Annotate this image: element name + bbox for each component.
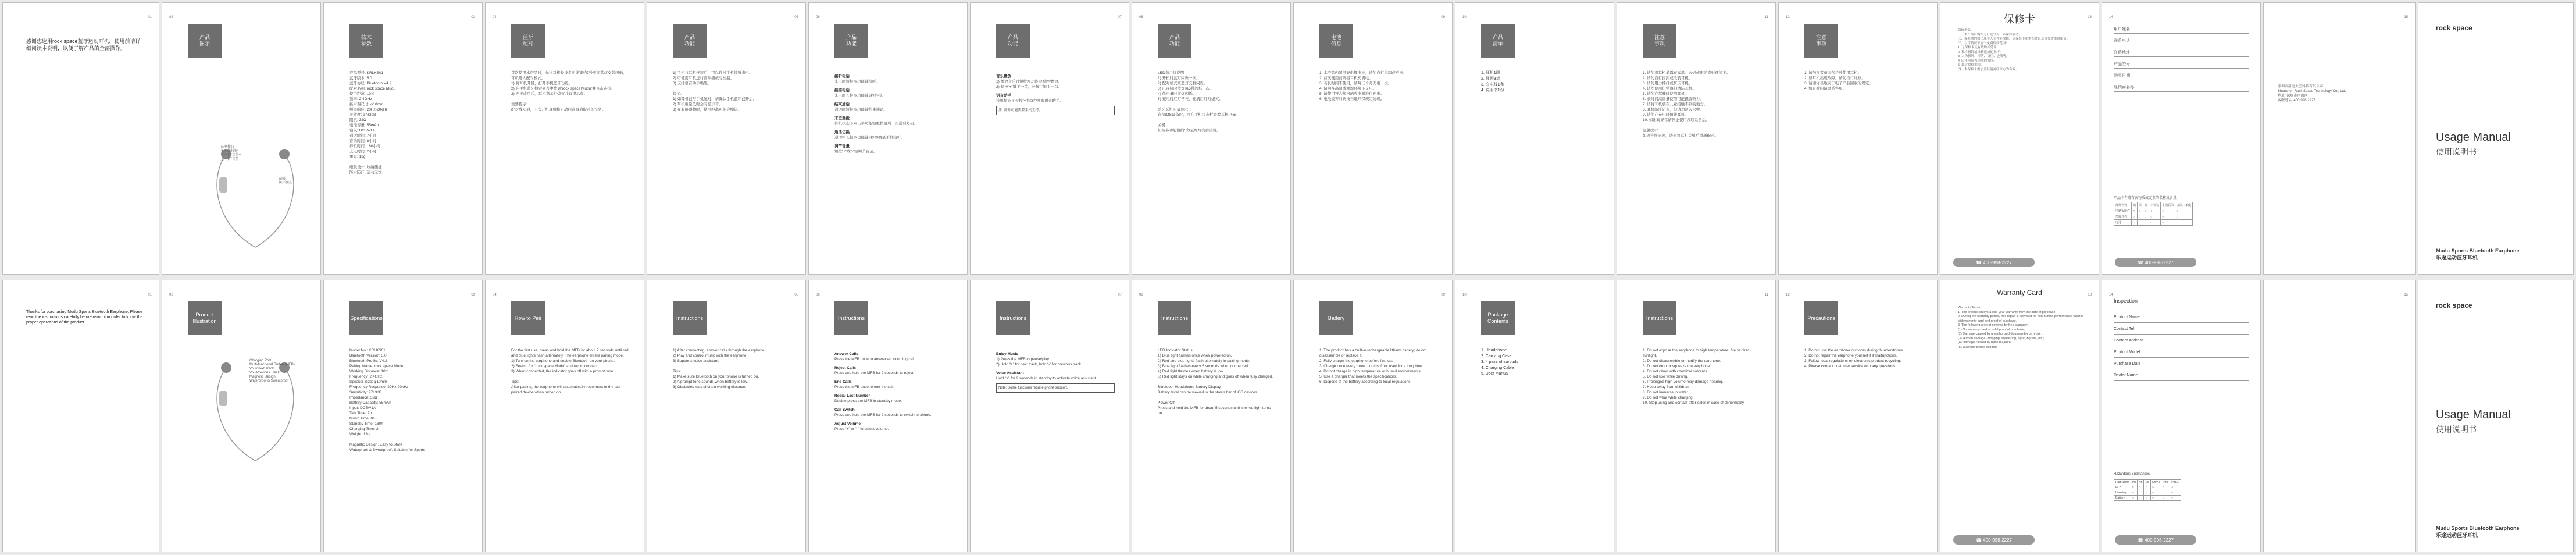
- table-row: [2114, 214, 2193, 220]
- section-body: 来电时短按多功能键接听。: [834, 80, 880, 84]
- table-header: Hg: [2138, 480, 2144, 485]
- table-cell: Housing: [2114, 490, 2131, 496]
- panel-package-cn: [1455, 2, 1614, 275]
- form-label: 联系电话: [2114, 39, 2130, 43]
- section-title-box: [673, 24, 707, 58]
- table-cell: Battery: [2114, 496, 2131, 501]
- table-cell: ○: [2150, 490, 2161, 496]
- hotline-number: 400-998-2227: [2145, 259, 2174, 265]
- panel-warranty-en: [1940, 280, 2099, 552]
- functions-sections: [996, 348, 1115, 393]
- page-number: 04: [493, 16, 497, 19]
- section-title-box: [1643, 24, 1676, 58]
- form-label: 产品型号: [2114, 62, 2130, 66]
- section-body: Double press the MFB in standby mode.: [834, 399, 902, 403]
- form-line: [2114, 91, 2249, 92]
- form-label: Purchase Date: [2114, 362, 2141, 366]
- table-header: Pb: [2131, 480, 2137, 485]
- manual-title-en: Usage Manual: [2436, 131, 2511, 144]
- section-body: Press “+” or “-” to adjust volume.: [834, 427, 889, 431]
- table-header: PBDE: [2170, 480, 2181, 485]
- panel-intro-cn: [2, 2, 159, 275]
- table-cell: ○: [2170, 496, 2181, 501]
- table-row: [2114, 220, 2193, 226]
- panel-specs-en: [323, 280, 483, 552]
- table-cell: ○: [2143, 208, 2149, 214]
- section-title-box: [188, 301, 222, 335]
- table-cell: ○: [2150, 496, 2161, 501]
- panel-battery-cn: [1293, 2, 1453, 275]
- page-number: 05: [794, 293, 798, 297]
- table-header: 多溴联苯: [2161, 202, 2175, 208]
- form-line: [2114, 380, 2249, 381]
- section-body: Press the MFB once to answer an incoming call.: [834, 357, 916, 361]
- hotline-number: 400-998-2227: [2145, 537, 2174, 543]
- section-body: 通话中长按多功能键2秒切换至手机接听。: [834, 136, 905, 140]
- section-heading: 拒接电话: [834, 88, 850, 92]
- section-heading: Answer Calls: [834, 352, 858, 356]
- section-title: Product Illustration: [192, 312, 217, 324]
- page-number: 10: [1462, 293, 1467, 297]
- section-title-box: [1319, 301, 1353, 335]
- page-number: 12: [1786, 293, 1790, 297]
- table-cell: ○: [2144, 485, 2150, 490]
- panel-led-en: [1132, 280, 1291, 552]
- section-title: Instructions: [1646, 315, 1674, 321]
- section-heading: 通话切换: [834, 130, 850, 134]
- table-cell: ○: [2161, 220, 2175, 226]
- page-number: 15: [2404, 16, 2408, 19]
- hotline-bar: [2115, 535, 2196, 545]
- package-list: 1. Headphone 2. Carrying Case 3. 4 pairs of earbuds 4. Charging Cable 5. User Manual: [1481, 348, 1518, 376]
- functions-text: 1) 手机与耳机连接后，可以通过手机接听来电。 2) 可使用耳机进行音乐播放与控制。 3) 支持语音助手唤醒。 提示: 1) 如耳机已与手机配对，请确认手机蓝牙已开启。 2) 耳机电量低时会有提示音。 3) 在有障碍物时，使用距离可能会缩短。: [673, 71, 757, 112]
- table-cell: ×: [2132, 208, 2138, 214]
- table-header: 部件名称: [2114, 202, 2132, 208]
- section-title-box: [1158, 24, 1191, 58]
- table-cell: ○: [2175, 220, 2193, 226]
- form-label: 经销商名称: [2114, 86, 2134, 90]
- panel-form-cn: [2102, 2, 2261, 275]
- section-title-box: [1481, 24, 1515, 58]
- page-number: 15: [2404, 293, 2408, 297]
- section-title: 产品 清单: [1492, 34, 1503, 47]
- section-title: Instructions: [676, 315, 704, 321]
- section-body: 待机状态下双击多功能键重拨最后一次通话号码。: [834, 122, 918, 126]
- table-header: Cr(VI): [2150, 480, 2161, 485]
- page-number: 12: [1786, 16, 1790, 19]
- section-heading: 音乐播放: [996, 74, 1011, 79]
- section-heading: 接听电话: [834, 74, 850, 79]
- table-title: 产品中有毒有害物质或元素的名称及含量: [2114, 197, 2177, 200]
- page-number: 06: [816, 293, 820, 297]
- section-body: Press and hold the MFB for 2 seconds to reject.: [834, 371, 915, 375]
- page-number: 08: [1139, 16, 1143, 19]
- form-line: [2114, 334, 2249, 335]
- table-header: 多溴二苯醚: [2175, 202, 2193, 208]
- section-body: Press and hold the MFB for 2 seconds to switch to phone.: [834, 413, 932, 417]
- section-title: Instructions: [999, 315, 1027, 321]
- section-title-box: [1643, 301, 1676, 335]
- section-title: Package Contents: [1487, 312, 1509, 324]
- pairing-text: For the first use, press and hold the MFB for about 7 seconds until red and blue lights flash alternately. The earphone enters pairing mode. 1) Turn on the earphone and enable Bluetooth on your phone. 2) Search for “rock space Mudu” and tap to connect. 3) When connected, the indicator goes off with a prompt tone. Tips: After pairing, the earphone will automatically reconnect to the last paired device when turned on.: [511, 348, 629, 394]
- panel-warranty-cn: [1940, 2, 2099, 275]
- section-title-box: [1319, 24, 1353, 58]
- table-cell: ○: [2138, 220, 2143, 226]
- table-cell: ○: [2170, 485, 2181, 490]
- section-heading: 调节音量: [834, 144, 850, 148]
- page-number: 11: [1764, 16, 1768, 19]
- table-cell: ×: [2131, 485, 2137, 490]
- table-header: Part Name: [2114, 480, 2131, 485]
- panel-precautions1-cn: [1617, 2, 1776, 275]
- package-list: 1. 耳机1副 2. 耳帽3对 3. 充电线1条 4. 说明书1份: [1481, 71, 1504, 92]
- table-cell: ○: [2131, 490, 2137, 496]
- intro-text: 感谢您选用rock space蓝牙运动耳机，使用前请详细阅读本说明，以便了解产品的全部操作。: [26, 38, 141, 51]
- panel-company-cn: [2263, 2, 2416, 275]
- section-title-box: [349, 301, 383, 335]
- page-number: 13: [2088, 293, 2092, 297]
- table-row: [2114, 485, 2181, 490]
- table-cell: ○: [2144, 496, 2150, 501]
- functions-sections: [996, 70, 1115, 115]
- battery-text: 1. 本产品内置可充电锂电池，请勿自行拆卸或更换。 2. 首次使用前请将耳机充满电。 3. 若长时间不使用，请每三个月充电一次。 4. 请勿在高温或潮湿环境下充电。 5. 请使用符合规格的充电器进行充电。 6. 电池废弃时请按当地环保规定处理。: [1319, 71, 1407, 101]
- note-box: Note: Some functions require phone support.: [996, 383, 1115, 393]
- precautions-text: 1. 请勿将耳机暴露在高温、火焰或阳光直射环境下。 2. 请勿自行拆卸或改装耳机。 3. 请勿用力摔打或挤压耳机。 4. 请勿使用化学溶剂清洁耳机。 5. 请勿在驾驶时使用耳机。 6. 长时间高音量使用可能损害听力。 7. 请将耳机放在儿童接触不到的地方。 8. 耳机防汗防水，但请勿浸入水中。 9. 请勿在充电时佩戴耳机。 10. 如出现异常请停止使用并联系售后。 温馨提示: 如遇连接问题，请先将耳机关机后重新配对。: [1643, 71, 1731, 138]
- page-number: 10: [1462, 16, 1467, 19]
- table-cell: ○: [2170, 490, 2181, 496]
- table-cell: ○: [2138, 496, 2144, 501]
- panel-precautions2-en: [1778, 280, 1938, 552]
- table-cell: ○: [2138, 490, 2144, 496]
- panel-illustration-en: [162, 280, 321, 552]
- page-number: 14: [2109, 16, 2113, 19]
- form-label: Product Model: [2114, 350, 2140, 354]
- table-cell: ○: [2143, 214, 2149, 220]
- section-title-box: [1481, 301, 1515, 335]
- table-header-row: [2114, 202, 2193, 208]
- table-cell: ○: [2175, 214, 2193, 220]
- hotline-bar: [1953, 535, 2035, 545]
- section-title: How to Pair: [514, 315, 542, 321]
- table-header: 六价铬: [2149, 202, 2161, 208]
- callout: Multi-functional Button (MFB): [249, 363, 295, 367]
- left-earbud-icon: [221, 362, 231, 373]
- table-cell: ○: [2132, 214, 2138, 220]
- callout: Vol-/Previous Track: [249, 371, 280, 375]
- callout: 防汗防水: [279, 182, 293, 185]
- product-name: Mudu Sports Bluetooth Earphone 乐途运动蓝牙耳机: [2436, 248, 2520, 261]
- section-title-box: [511, 24, 545, 58]
- table-cell: ○: [2149, 214, 2161, 220]
- page-number: 06: [816, 16, 820, 19]
- section-title: 产品 功能: [1169, 34, 1180, 47]
- section-title: 注意 事项: [1654, 34, 1665, 47]
- table-cell: 电池: [2114, 220, 2132, 226]
- callout: 上一首/音量-: [220, 158, 240, 161]
- warranty-title: Warranty Card: [1997, 289, 2042, 297]
- warranty-text: 保修条款: 一、本产品自购买之日起享有一年保修服务。 二、保修期内如出现非人为性能故障，凭保修卡和购买凭证享受免费维修服务。 三、以下情况不属于免费保修范围: 1. 无保修卡及有效购买凭证; 2. 私自拆卸或维修造成的损坏; 3. 人为损坏、摔落、挤压、进液等; 4. 因不可抗力造成的损坏; 5. 超过保修期限。 四、本保修卡需加盖经销商印章方为有效。: [1958, 29, 2070, 72]
- form-label: Product Name: [2114, 315, 2140, 319]
- hotline-number: 400-998-2227: [1983, 259, 2012, 265]
- callout-list: [220, 145, 241, 162]
- form-line: [2114, 357, 2249, 358]
- functions-sections: [834, 70, 953, 154]
- section-title-box: [1804, 301, 1838, 335]
- section-title-box: [1804, 24, 1838, 58]
- table-header: 汞: [2138, 202, 2143, 208]
- table-cell: ○: [2161, 214, 2175, 220]
- callout-list: [279, 177, 292, 186]
- panel-functions3-cn: [970, 2, 1129, 275]
- page-number: 02: [169, 16, 173, 19]
- panel-pairing-cn: [485, 2, 644, 275]
- form-label: Dealer Name: [2114, 373, 2138, 378]
- phone-icon: ☎: [1975, 259, 1983, 265]
- panel-functions2-cn: [808, 2, 968, 275]
- panel-intro-en: [2, 280, 159, 552]
- panel-cover-cn: [2418, 2, 2574, 275]
- panel-battery-en: [1293, 280, 1453, 552]
- intro-text: Thanks for purchasing Mudu Sports Bluetooth Earphone. Please read the instructions carefully before using it in order to know the proper operations of the product.: [26, 310, 143, 325]
- hotline-number: 400-998-2227: [1983, 537, 2012, 543]
- brand-logo: rock space: [2436, 24, 2472, 32]
- earphone-illustration: [203, 143, 308, 259]
- hotline-bar: [2115, 258, 2196, 267]
- section-heading: Adjust Volume: [834, 422, 861, 426]
- section-title: 产品 功能: [845, 34, 857, 47]
- table-header: 镉: [2143, 202, 2149, 208]
- section-title: 产品 图示: [199, 34, 210, 47]
- page-number: 11: [1764, 293, 1768, 297]
- section-title-box: [996, 24, 1030, 58]
- section-heading: Redial Last Number: [834, 394, 870, 398]
- functions-sections: [834, 348, 953, 432]
- panel-functions2-en: [808, 280, 968, 552]
- section-title-box: [1158, 301, 1191, 335]
- table-row: [2114, 496, 2181, 501]
- section-title-box: [511, 301, 545, 335]
- specs-text: Model No.: KRLKS01 Bluetooth Version: 5.0 Bluetooth Profile: V4.2 Pairing Name: rock space Mudu Working Distance: 10m Frequency: 2.4GHz Speaker Size: φ10mm Frequency Response: 20Hz-20kHz Sensitivity: 97±3dB Impedance: 32Ω Battery Capacity: 55mAh Input: DC5V/1A Talk Time: 7h Music Time: 8h Standby Time: 180h Charging Time: 2h Weight: 13g Magnetic Design, Easy to Store Waterproof & Sweatproof, Suitable for Sports: [349, 348, 425, 452]
- hazard-table: [2114, 202, 2193, 226]
- callout: Charging Port: [249, 359, 272, 362]
- table-header: 铅: [2132, 202, 2138, 208]
- panel-precautions2-cn: [1778, 2, 1938, 275]
- form-label: Contact Address: [2114, 339, 2144, 343]
- callout: 多功能按键: [220, 150, 238, 153]
- callout: Magnetic Design: [249, 375, 276, 379]
- panel-pairing-en: [485, 280, 644, 552]
- pairing-text: 首次使用本产品时，先将耳机长按多功能键约7秒至红蓝灯交替闪烁，耳机进入配对模式。 1) 将耳机开机，打开手机蓝牙功能。 2) 在手机蓝牙搜索列表中找到“rock space Mudu”并点击连接。 3) 连接成功后，耳机指示灯熄灭并有提示音。 重要提示: 配对成功后，下次开机耳机将自动回连最后配对的设备。: [511, 71, 627, 112]
- section-title-box: [349, 24, 383, 58]
- section-heading: Enjoy Music: [996, 352, 1018, 356]
- form-line: [2114, 322, 2249, 323]
- english-manual-row: [0, 278, 2576, 555]
- form-title: Inspection: [2114, 298, 2138, 304]
- form-line: [2114, 56, 2249, 57]
- section-heading: Voice Assistant: [996, 371, 1024, 375]
- table-cell: ○: [2138, 214, 2143, 220]
- section-heading: Reject Calls: [834, 366, 856, 370]
- note-box: 注: 部分功能需要手机支持。: [996, 106, 1115, 115]
- page-number: 04: [493, 293, 497, 297]
- table-header: PBB: [2161, 480, 2170, 485]
- warranty-text: Warranty Terms: 1. The product enjoys a one-year warranty from the date of purchase. 2. During the warranty period, free repair is provided for non-human performance failures with warranty card and proof of purchase. 3. The following are not covered by free warranty: (1) No warranty card or valid proof of purchase; (2) Damage caused by unauthorized disassembly or repair; (3) Human damage, dropping, squeezing, liquid ingress, etc.; (4) Damage caused by force majeure; (5) Warranty period expired.: [1958, 306, 2084, 349]
- manual-title-cn: 使用说明书: [2436, 425, 2477, 434]
- table-cell: 塑胶外壳: [2114, 214, 2132, 220]
- hazard-table: [2114, 479, 2181, 501]
- page-number: 03: [471, 16, 475, 19]
- section-title-box: [834, 301, 868, 335]
- section-heading: Call Switch: [834, 408, 855, 412]
- phone-icon: ☎: [2137, 537, 2145, 543]
- specs-text: 产品型号: KRLKS01 蓝牙版本: 5.0 蓝牙协议: Bluetooth V4.2 配对名称: rock space Mudu 使用距离: 10米 频率: 2.4GHz 扬声器尺寸: φ10mm 频率响应: 20Hz-20kHz 灵敏度: 97±3dB 阻抗: 32Ω 电池容量: 55mAh 输入: DC5V/1A 通话时间: 7小时 音乐时间: 8小时 待机时间: 180小时 充电时间: 2小时 重量: 13g 磁吸设计, 收纳便捷 防水防汗, 运动无忧: [349, 71, 396, 175]
- section-title: Battery: [1328, 315, 1345, 321]
- form-line: [2114, 68, 2249, 69]
- panel-specs-cn: [323, 2, 483, 275]
- manual-title-cn: 使用说明书: [2436, 147, 2477, 156]
- form-line: [2114, 33, 2249, 34]
- table-cell: ○: [2150, 485, 2161, 490]
- panel-cover-en: [2418, 280, 2574, 552]
- section-body: 待机状态下长按“+”键2秒唤醒语音助手。: [996, 99, 1064, 103]
- section-title: Instructions: [1161, 315, 1189, 321]
- table-cell: ○: [2149, 208, 2161, 214]
- callout: Waterproof & Sweatproof: [249, 379, 289, 383]
- section-title: Specifications: [350, 315, 383, 321]
- callout-list: [249, 359, 295, 383]
- page-number: 09: [1441, 16, 1445, 19]
- led-text: LED Indicator Status 1) Blue light flashes once when powered on. 2) Red and blue lights flash alternately in pairing mode. 3) Blue light flashes every 5 seconds when connected. 4) Red light flashes when battery is low. 5) Red light stays on while charging and goes off when fully charged. Bluetooth Headphone Battery Display Battery level can be viewed in the status bar of iOS devices. Power Off Press and hold the MFB for about 5 seconds until the red light turns on.: [1158, 348, 1273, 415]
- section-title: 技术 参数: [361, 34, 372, 47]
- form-label: Contact Tel: [2114, 327, 2134, 331]
- form-label: 联系地址: [2114, 51, 2130, 55]
- page-number: 08: [1139, 293, 1143, 297]
- panel-functions3-en: [970, 280, 1129, 552]
- section-body: 通话时短按多功能键结束通话。: [834, 108, 887, 112]
- right-earbud-icon: [279, 149, 290, 159]
- phone-icon: ☎: [2137, 259, 2145, 265]
- table-cell: ○: [2161, 485, 2170, 490]
- callout: 下一首/音量+: [220, 154, 241, 157]
- section-title: Instructions: [837, 315, 865, 321]
- led-text: LED指示灯说明 1) 开机时蓝灯闪烁一次。 2) 配对模式红蓝灯交替闪烁。 3) 已连接时蓝灯每5秒闪烁一次。 4) 低电量时红灯闪烁。 5) 充电时红灯常亮，充满后红灯熄灭。 蓝牙耳机电量显示 连接iOS设备时，可在手机状态栏查看耳机电量。 关机 长按多功能键约5秒至红灯亮后关机。: [1158, 71, 1240, 133]
- battery-text: 1. The product has a built-in rechargeable lithium battery; do not disassemble or replace it. 2. Fully charge the earphone before first use. 3. Charge once every three months if not used for a long time. 4. Do not charge in high temperature or humid environments. 5. Use a charger that meets the specifications. 6. Dispose of the battery according to local regulations.: [1319, 348, 1427, 384]
- section-heading: 末位重拨: [834, 116, 850, 120]
- table-cell: ○: [2131, 496, 2137, 501]
- remote-control-icon: [219, 391, 227, 406]
- table-row: [2114, 208, 2193, 214]
- warranty-title: 保修卡: [2004, 13, 2035, 25]
- panel-package-en: [1455, 280, 1614, 552]
- brand-logo: rock space: [2436, 301, 2472, 309]
- page-number: 05: [794, 16, 798, 19]
- section-title: 产品 功能: [1007, 34, 1018, 47]
- table-cell: ○: [2161, 490, 2170, 496]
- precautions-text: 1. 请勿在雷雨天气户外使用耳机。 2. 如耳机出现故障，请勿自行维修。 3. 请遵守当地关于电子产品回收的规定。 4. 如有疑问请联系客服。: [1804, 71, 1873, 91]
- page-number: 13: [2088, 16, 2092, 19]
- section-body: Hold “+” for 2 seconds in standby to activate voice assistant.: [996, 376, 1097, 380]
- table-cell: ○: [2143, 220, 2149, 226]
- section-heading: 语音助手: [996, 94, 1011, 98]
- section-title-box: [834, 24, 868, 58]
- panel-illustration-cn: [162, 2, 321, 275]
- precautions-text: 1. Do not expose the earphone to high temperature, fire or direct sunlight. 2. Do not disassemble or modify the earphone. 3. Do not drop or squeeze the earphone. 4. Do not clean with chemical solvents. 5. Do not use while driving. 6. Prolonged high volume may damage hearing. 7. Keep away from children. 8. Do not immerse in water. 9. Do not wear while charging. 10. Stop using and contact after-sales in case of abnormality.: [1643, 348, 1751, 405]
- page-number: 03: [471, 293, 475, 297]
- callout: Vol+/Next Track: [249, 367, 274, 371]
- section-title: 注意 事项: [1815, 34, 1826, 47]
- section-heading: End Calls: [834, 380, 852, 384]
- table-cell: ○: [2161, 208, 2175, 214]
- company-info: 深圳市洛克太空科技有限公司 Shenzhen Rock Space Technology Co., Ltd. 地址: 深圳市南山区 客服电话: 400-998-2227: [2278, 85, 2346, 102]
- section-title: 蓝牙 配对: [522, 34, 533, 47]
- table-cell: PCB: [2114, 485, 2131, 490]
- page-number: 07: [1118, 16, 1122, 19]
- phone-icon: ☎: [1975, 537, 1983, 543]
- callout: 磁吸: [279, 177, 286, 181]
- section-title: 产品 功能: [684, 34, 695, 47]
- panel-functions1-en: [647, 280, 806, 552]
- panel-functions1-cn: [647, 2, 806, 275]
- product-name: Mudu Sports Bluetooth Earphone 乐途运动蓝牙耳机: [2436, 525, 2520, 538]
- table-title: Hazardous Substances: [2114, 472, 2150, 476]
- page-number: 07: [1118, 293, 1122, 297]
- section-title: Precautions: [1807, 315, 1835, 321]
- table-cell: ○: [2132, 220, 2138, 226]
- page-number: 01: [148, 293, 152, 297]
- section-title-box: [996, 301, 1030, 335]
- panel-form-en: [2102, 280, 2261, 552]
- section-title-box: [673, 301, 707, 335]
- section-body: 短按“+”或“-”键调节音量。: [834, 150, 877, 154]
- table-cell: ○: [2161, 496, 2170, 501]
- form-label: 购买日期: [2114, 74, 2130, 78]
- hotline-bar: [1953, 258, 2035, 267]
- section-title: 电池 信息: [1330, 34, 1341, 47]
- manual-title-en: Usage Manual: [2436, 408, 2511, 421]
- functions-text: 1) After connecting, answer calls through the earphone. 2) Play and control music with the earphone. 3) Supports voice assistant. Tips: 1) Make sure Bluetooth on your phone is turned on. 2) A prompt tone sounds when battery is low. 3) Obstacles may shorten working distance.: [673, 348, 766, 389]
- section-body: Press the MFB once to end the call.: [834, 385, 894, 389]
- table-cell: ○: [2138, 485, 2144, 490]
- remote-control-icon: [219, 177, 227, 193]
- panel-blank-en: [2263, 280, 2416, 552]
- section-body: 来电时长按多功能键2秒拒接。: [834, 94, 886, 98]
- table-cell: ○: [2144, 490, 2150, 496]
- table-header: Cd: [2144, 480, 2150, 485]
- section-heading: 结束通话: [834, 102, 850, 106]
- form-label: 用户姓名: [2114, 27, 2130, 31]
- page-number: 02: [169, 293, 173, 297]
- table-header-row: [2114, 480, 2181, 485]
- section-title-box: [188, 24, 222, 58]
- table-row: [2114, 490, 2181, 496]
- table-cell: ○: [2138, 208, 2143, 214]
- panel-led-cn: [1132, 2, 1291, 275]
- page-number: 09: [1441, 293, 1445, 297]
- page-number: 14: [2109, 293, 2113, 297]
- precautions-text: 1. Do not use the earphone outdoors during thunderstorms. 2. Do not repair the earphone yourself if it malfunctions. 3. Follow local regulations on electronic product recycling. 4. Please contact customer service with any questions.: [1804, 348, 1904, 368]
- table-cell: 电路板组件: [2114, 208, 2132, 214]
- table-cell: ○: [2175, 208, 2193, 214]
- table-cell: ○: [2149, 220, 2161, 226]
- page-number: 01: [148, 16, 152, 19]
- panel-precautions1-en: [1617, 280, 1776, 552]
- section-body: 1) 播放音乐时短按多功能键暂停/播放。 2) 长按“+”键下一首，长按“-”键上一首。: [996, 80, 1062, 89]
- section-body: 1) Press the MFB to pause/play. 2) Hold “+” for next track, hold “-” for previous track.: [996, 357, 1082, 367]
- callout: 充电接口: [220, 145, 235, 149]
